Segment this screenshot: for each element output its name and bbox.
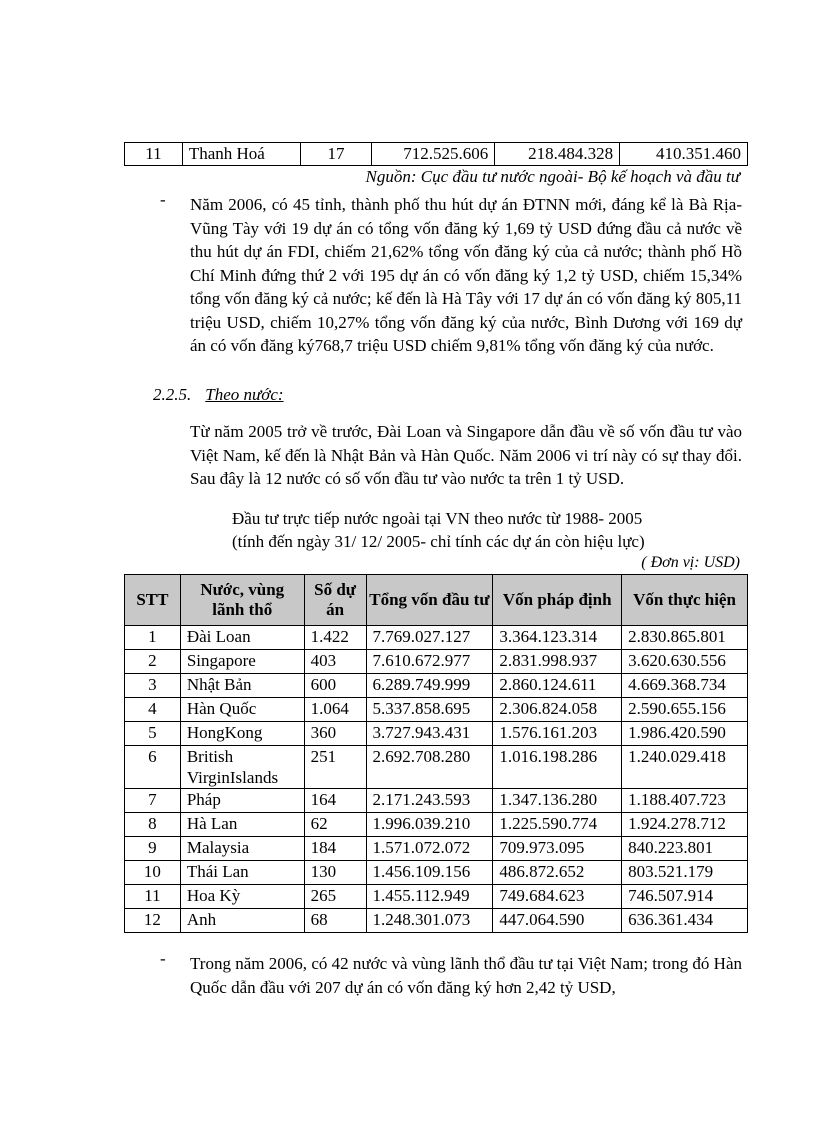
table-cell: 7.769.027.127 [366, 626, 493, 650]
paragraph-2006-provinces: Năm 2006, có 45 tỉnh, thành phố thu hút dự án ĐTNN mới, đáng kể là Bà Rịa- Vũng Tày với 19 dự án có tổng vốn đăng ký 1,69 tỷ USD đứng đầu cả nước về thu hút dự án FDI, chiếm 21,62% tổng vốn đăng ký của cả nước; thành phố Hồ Chí Minh đứng thứ 2 với 195 dự án có vốn đăng ký 1,2 tỷ USD, chiếm 15,34% tổng vốn đăng ký cả nước; kế đến là Hà Tây với 17 dự án có vốn đăng ký 805,11 triệu USD, chiếm 10,27% tổng vốn đăng ký của nước, Bình Dương với 169 dự án có vốn đăng ký768,7 triệu USD chiếm 9,81% tổng vốn đăng ký của nước. [190, 195, 742, 355]
table-cell: 10 [125, 861, 181, 885]
table-cell: 4.669.368.734 [622, 674, 748, 698]
table-cell: 17 [300, 143, 372, 166]
table-cell: 164 [304, 789, 366, 813]
table-cell: 749.684.623 [493, 885, 622, 909]
table-row [125, 722, 748, 746]
table-cell: 709.973.095 [493, 837, 622, 861]
table-cell: 68 [304, 909, 366, 933]
table-cell: 3.620.630.556 [622, 650, 748, 674]
column-header: Số dự án [304, 575, 366, 626]
table-cell: HongKong [180, 722, 304, 746]
table-cell: 3.727.943.431 [366, 722, 493, 746]
table-cell: 11 [125, 885, 181, 909]
table-cell: 1.456.109.156 [366, 861, 493, 885]
table-cell: 1 [125, 626, 181, 650]
table-cell: 130 [304, 861, 366, 885]
table-cell: Thanh Hoá [182, 143, 300, 166]
table-cell: Anh [180, 909, 304, 933]
table-cell: 5.337.858.695 [366, 698, 493, 722]
table-cell: Đài Loan [180, 626, 304, 650]
table-cell: 1.571.072.072 [366, 837, 493, 861]
table-cell: 410.351.460 [620, 143, 748, 166]
section-heading [153, 385, 284, 405]
table-cell: 403 [304, 650, 366, 674]
table-cell: 265 [304, 885, 366, 909]
paragraph-2006-countries: Trong năm 2006, có 42 nước và vùng lãnh thổ đầu tư tại Việt Nam; trong đó Hàn Quốc dẫn đầu với 207 dự án có vốn đăng ký hơn 2,42 tỷ USD, [190, 954, 742, 997]
table-row [125, 789, 748, 813]
table-row [125, 650, 748, 674]
table-cell: 12 [125, 909, 181, 933]
table-cell: 2.306.824.058 [493, 698, 622, 722]
column-header: Vốn thực hiện [622, 575, 748, 626]
table-cell: 8 [125, 813, 181, 837]
bullet-dash: - [160, 190, 166, 209]
table-cell: 1.064 [304, 698, 366, 722]
table-cell: 6 [125, 746, 181, 789]
table-cell: 447.064.590 [493, 909, 622, 933]
table-cell: Malaysia [180, 837, 304, 861]
table-cell: 1.188.407.723 [622, 789, 748, 813]
table-cell: 6.289.749.999 [366, 674, 493, 698]
table-cell: 3 [125, 674, 181, 698]
table-row [125, 909, 748, 933]
table-cell: 2.171.243.593 [366, 789, 493, 813]
table-cell: 3.364.123.314 [493, 626, 622, 650]
table-cell: 2.590.655.156 [622, 698, 748, 722]
table-cell: 1.347.136.280 [493, 789, 622, 813]
table-cell: 1.422 [304, 626, 366, 650]
table-cell: 9 [125, 837, 181, 861]
table-cell: 360 [304, 722, 366, 746]
table-caption: Đầu tư trực tiếp nước ngoài tại VN theo nước từ 1988- 2005 [232, 509, 643, 528]
column-header: Tổng vốn đầu tư [366, 575, 493, 626]
column-header: Nước, vùng lãnh thổ [180, 575, 304, 626]
table-cell: 2.831.998.937 [493, 650, 622, 674]
table-cell: 636.361.434 [622, 909, 748, 933]
table-cell: 62 [304, 813, 366, 837]
table-cell: Nhật Bản [180, 674, 304, 698]
table-cell: 803.521.179 [622, 861, 748, 885]
table-row [125, 861, 748, 885]
fdi-by-country-table [124, 574, 748, 933]
unit-note: ( Đơn vị: USD) [641, 554, 740, 571]
table-row [125, 885, 748, 909]
table-row [125, 813, 748, 837]
table-row [125, 837, 748, 861]
table-cell: 1.996.039.210 [366, 813, 493, 837]
table-cell: 1.248.301.073 [366, 909, 493, 933]
table-cell: 1.576.161.203 [493, 722, 622, 746]
table-cell: 2.830.865.801 [622, 626, 748, 650]
table-cell: 2 [125, 650, 181, 674]
bullet-dash: - [160, 949, 166, 968]
table-cell: British VirginIslands [180, 746, 304, 789]
paragraph-by-country: Từ năm 2005 trở về trước, Đài Loan và Singapore dẫn đầu về số vốn đầu tư vào Việt Nam, kế đến là Nhật Bản và Hàn Quốc. Năm 2006 vi trí này có sự thay đổi. Sau đây là 12 nước có số vốn đầu tư vào nước ta trên 1 tỷ USD. [190, 422, 742, 488]
table-cell: Hoa Kỳ [180, 885, 304, 909]
table-row [125, 143, 748, 166]
table-cell: Hàn Quốc [180, 698, 304, 722]
table-cell: 7.610.672.977 [366, 650, 493, 674]
table-cell: Thái Lan [180, 861, 304, 885]
table-cell: 218.484.328 [495, 143, 620, 166]
source-note: Nguồn: Cục đầu tư nước ngoài- Bộ kế hoạch và đầu tư [365, 167, 740, 186]
table-row [125, 674, 748, 698]
table-cell: 712.525.606 [372, 143, 495, 166]
section-title: Theo nước: [205, 385, 284, 404]
table-cell: 2.860.124.611 [493, 674, 622, 698]
table-row [125, 746, 748, 789]
table-cell: 1.225.590.774 [493, 813, 622, 837]
table-cell: 746.507.914 [622, 885, 748, 909]
table-cell: 4 [125, 698, 181, 722]
table-cell: 5 [125, 722, 181, 746]
section-number: 2.2.5. [153, 385, 192, 404]
table-cell: 486.872.652 [493, 861, 622, 885]
table-cell: 1.455.112.949 [366, 885, 493, 909]
table-cell: Singapore [180, 650, 304, 674]
table-cell: 2.692.708.280 [366, 746, 493, 789]
table-cell: Pháp [180, 789, 304, 813]
table-header-row [125, 575, 748, 626]
table-cell: 1.986.420.590 [622, 722, 748, 746]
column-header: Vốn pháp định [493, 575, 622, 626]
table-cell: 1.924.278.712 [622, 813, 748, 837]
table-cell: 1.240.029.418 [622, 746, 748, 789]
table-cell: 11 [125, 143, 183, 166]
table-cell: 1.016.198.286 [493, 746, 622, 789]
table-cell: Hà Lan [180, 813, 304, 837]
table-cell: 600 [304, 674, 366, 698]
continued-province-table [124, 142, 748, 166]
table-cell: 251 [304, 746, 366, 789]
table-cell: 184 [304, 837, 366, 861]
table-subcaption: (tính đến ngày 31/ 12/ 2005- chỉ tính các dự án còn hiệu lực) [232, 532, 645, 551]
column-header: STT [125, 575, 181, 626]
table-row [125, 698, 748, 722]
table-cell: 7 [125, 789, 181, 813]
table-cell: 840.223.801 [622, 837, 748, 861]
table-row [125, 626, 748, 650]
